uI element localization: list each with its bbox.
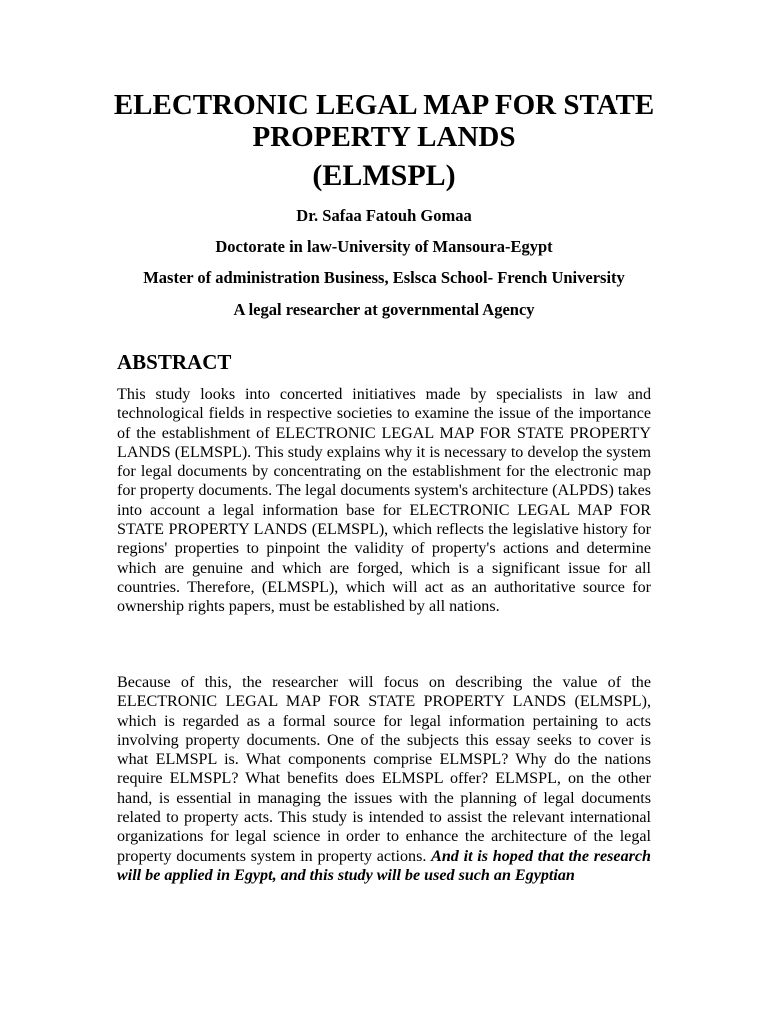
abstract-paragraph-1: This study looks into concerted initiatives made by specialists in law and technological fields in respective societies to examine the issue of the importance of the establishment of ELECTRONIC LEGAL MAP FOR STATE PROPERTY LANDS (ELMSPL). This study explains why it is necessary to develop the system for legal documents by concentrating on the establishment for the electronic map for property documents. The legal documents system's architecture (ALPDS) takes into account a legal information base for ELECTRONIC LEGAL MAP FOR STATE PROPERTY LANDS (ELMSPL), which reflects the legislative history for regions' properties to pinpoint the validity of property's actions and determine which are genuine and which are forged, which is a significant issue for all countries. Therefore, (ELMSPL), which will act as an authoritative source for ownership rights papers, must be established by all nations. xyxy=(117,386,651,616)
title-line-1: ELECTRONIC LEGAL MAP FOR STATE xyxy=(113,89,655,121)
abstract-paragraph-2-emphasis: And it is hoped that the research will be applied in Egypt, and this study will be used such an Egyptian xyxy=(117,847,651,884)
author-affiliation-1: Doctorate in law-University of Mansoura-Egypt xyxy=(215,237,553,256)
abstract-heading: ABSTRACT xyxy=(117,350,232,374)
title-line-2: PROPERTY LANDS xyxy=(252,121,516,153)
abstract-paragraph-2-text: Because of this, the researcher will focus on describing the value of the ELECTRONIC LEGAL MAP FOR STATE PROPERTY LANDS (ELMSPL), which is regarded as a formal source for legal information pertaining to acts involving property documents. One of the subjects this essay seeks to cover is what ELMSPL is. What components comprise ELMSPL? Why do the nations require ELMSPL? What benefits does ELMSPL offer? ELMSPL, on the other hand, is essential in managing the issues with the planning of legal documents related to property acts. This study is intended to assist the relevant international organizations for legal science in order to enhance the architecture of the legal property documents system in property actions. xyxy=(117,674,651,865)
author-affiliation-3: A legal researcher at governmental Agency xyxy=(233,300,535,319)
abstract-paragraph-2 xyxy=(117,673,651,885)
author-affiliation-2: Master of administration Business, Eslsca School- French University xyxy=(143,268,625,287)
title-acronym: (ELMSPL) xyxy=(312,159,456,192)
author-name: Dr. Safaa Fatouh Gomaa xyxy=(296,206,472,225)
